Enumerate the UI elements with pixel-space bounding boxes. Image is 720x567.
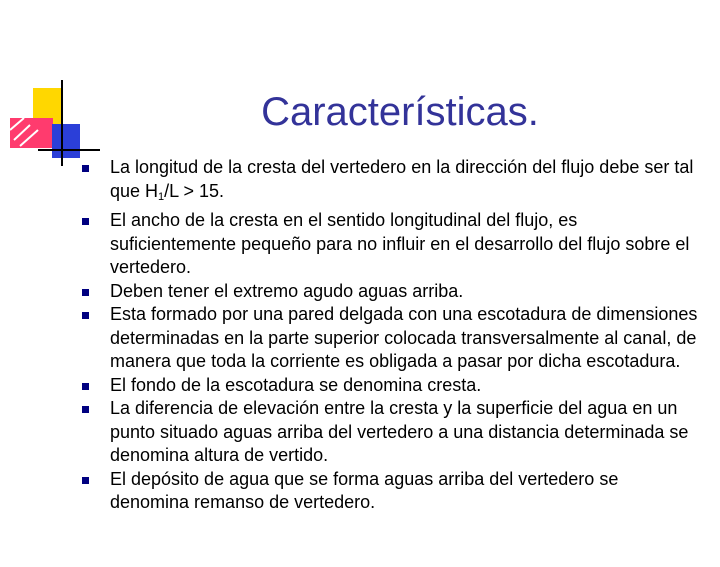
- bullet-square-icon: [82, 383, 89, 390]
- bullet-square-icon: [82, 218, 89, 225]
- bullet-list: [82, 156, 702, 515]
- bullet-square-icon: [82, 165, 89, 172]
- list-item: [82, 209, 702, 280]
- list-item-text: Esta formado por una pared delgada con una escotadura de dimensiones determinadas en la parte superior colocada transversalmente al canal, de manera que toda la corriente es obligada a pasar por dicha escotadura.: [110, 304, 698, 371]
- bullet-square-icon: [82, 289, 89, 296]
- list-item-text: /L > 15.: [164, 180, 225, 201]
- list-item-text: La diferencia de elevación entre la cresta y la superficie del agua en un punto situado aguas arriba del vertedero a una distancia determinada se denomina altura de vertido.: [110, 398, 689, 465]
- logo-blue-square: [52, 124, 80, 158]
- list-item: [82, 374, 702, 398]
- list-item-text: El depósito de agua que se forma aguas arriba del vertedero se denomina remanso de vertedero.: [110, 468, 619, 512]
- list-item: [82, 468, 702, 515]
- logo-red-square: [10, 118, 53, 148]
- list-item: [82, 397, 702, 468]
- list-item-text: La longitud de la cresta del vertedero en la dirección del flujo debe ser tal que H: [110, 157, 694, 201]
- bullet-square-icon: [82, 312, 89, 319]
- page-title: Características.: [261, 90, 539, 134]
- list-item-text: El ancho de la cresta en el sentido longitudinal del flujo, es suficientemente pequeño para no influir en el desarrollo del flujo sobre el vertedero.: [110, 210, 690, 277]
- list-item: [82, 280, 702, 304]
- list-item: [82, 303, 702, 374]
- decorative-logo: [0, 0, 100, 170]
- bullet-square-icon: [82, 477, 89, 484]
- bullet-square-icon: [82, 406, 89, 413]
- subscript: 1: [158, 190, 165, 203]
- list-item-text: El fondo de la escotadura se denomina cresta.: [110, 374, 482, 395]
- list-item-text: Deben tener el extremo agudo aguas arriba.: [110, 280, 464, 301]
- list-item: [82, 156, 702, 209]
